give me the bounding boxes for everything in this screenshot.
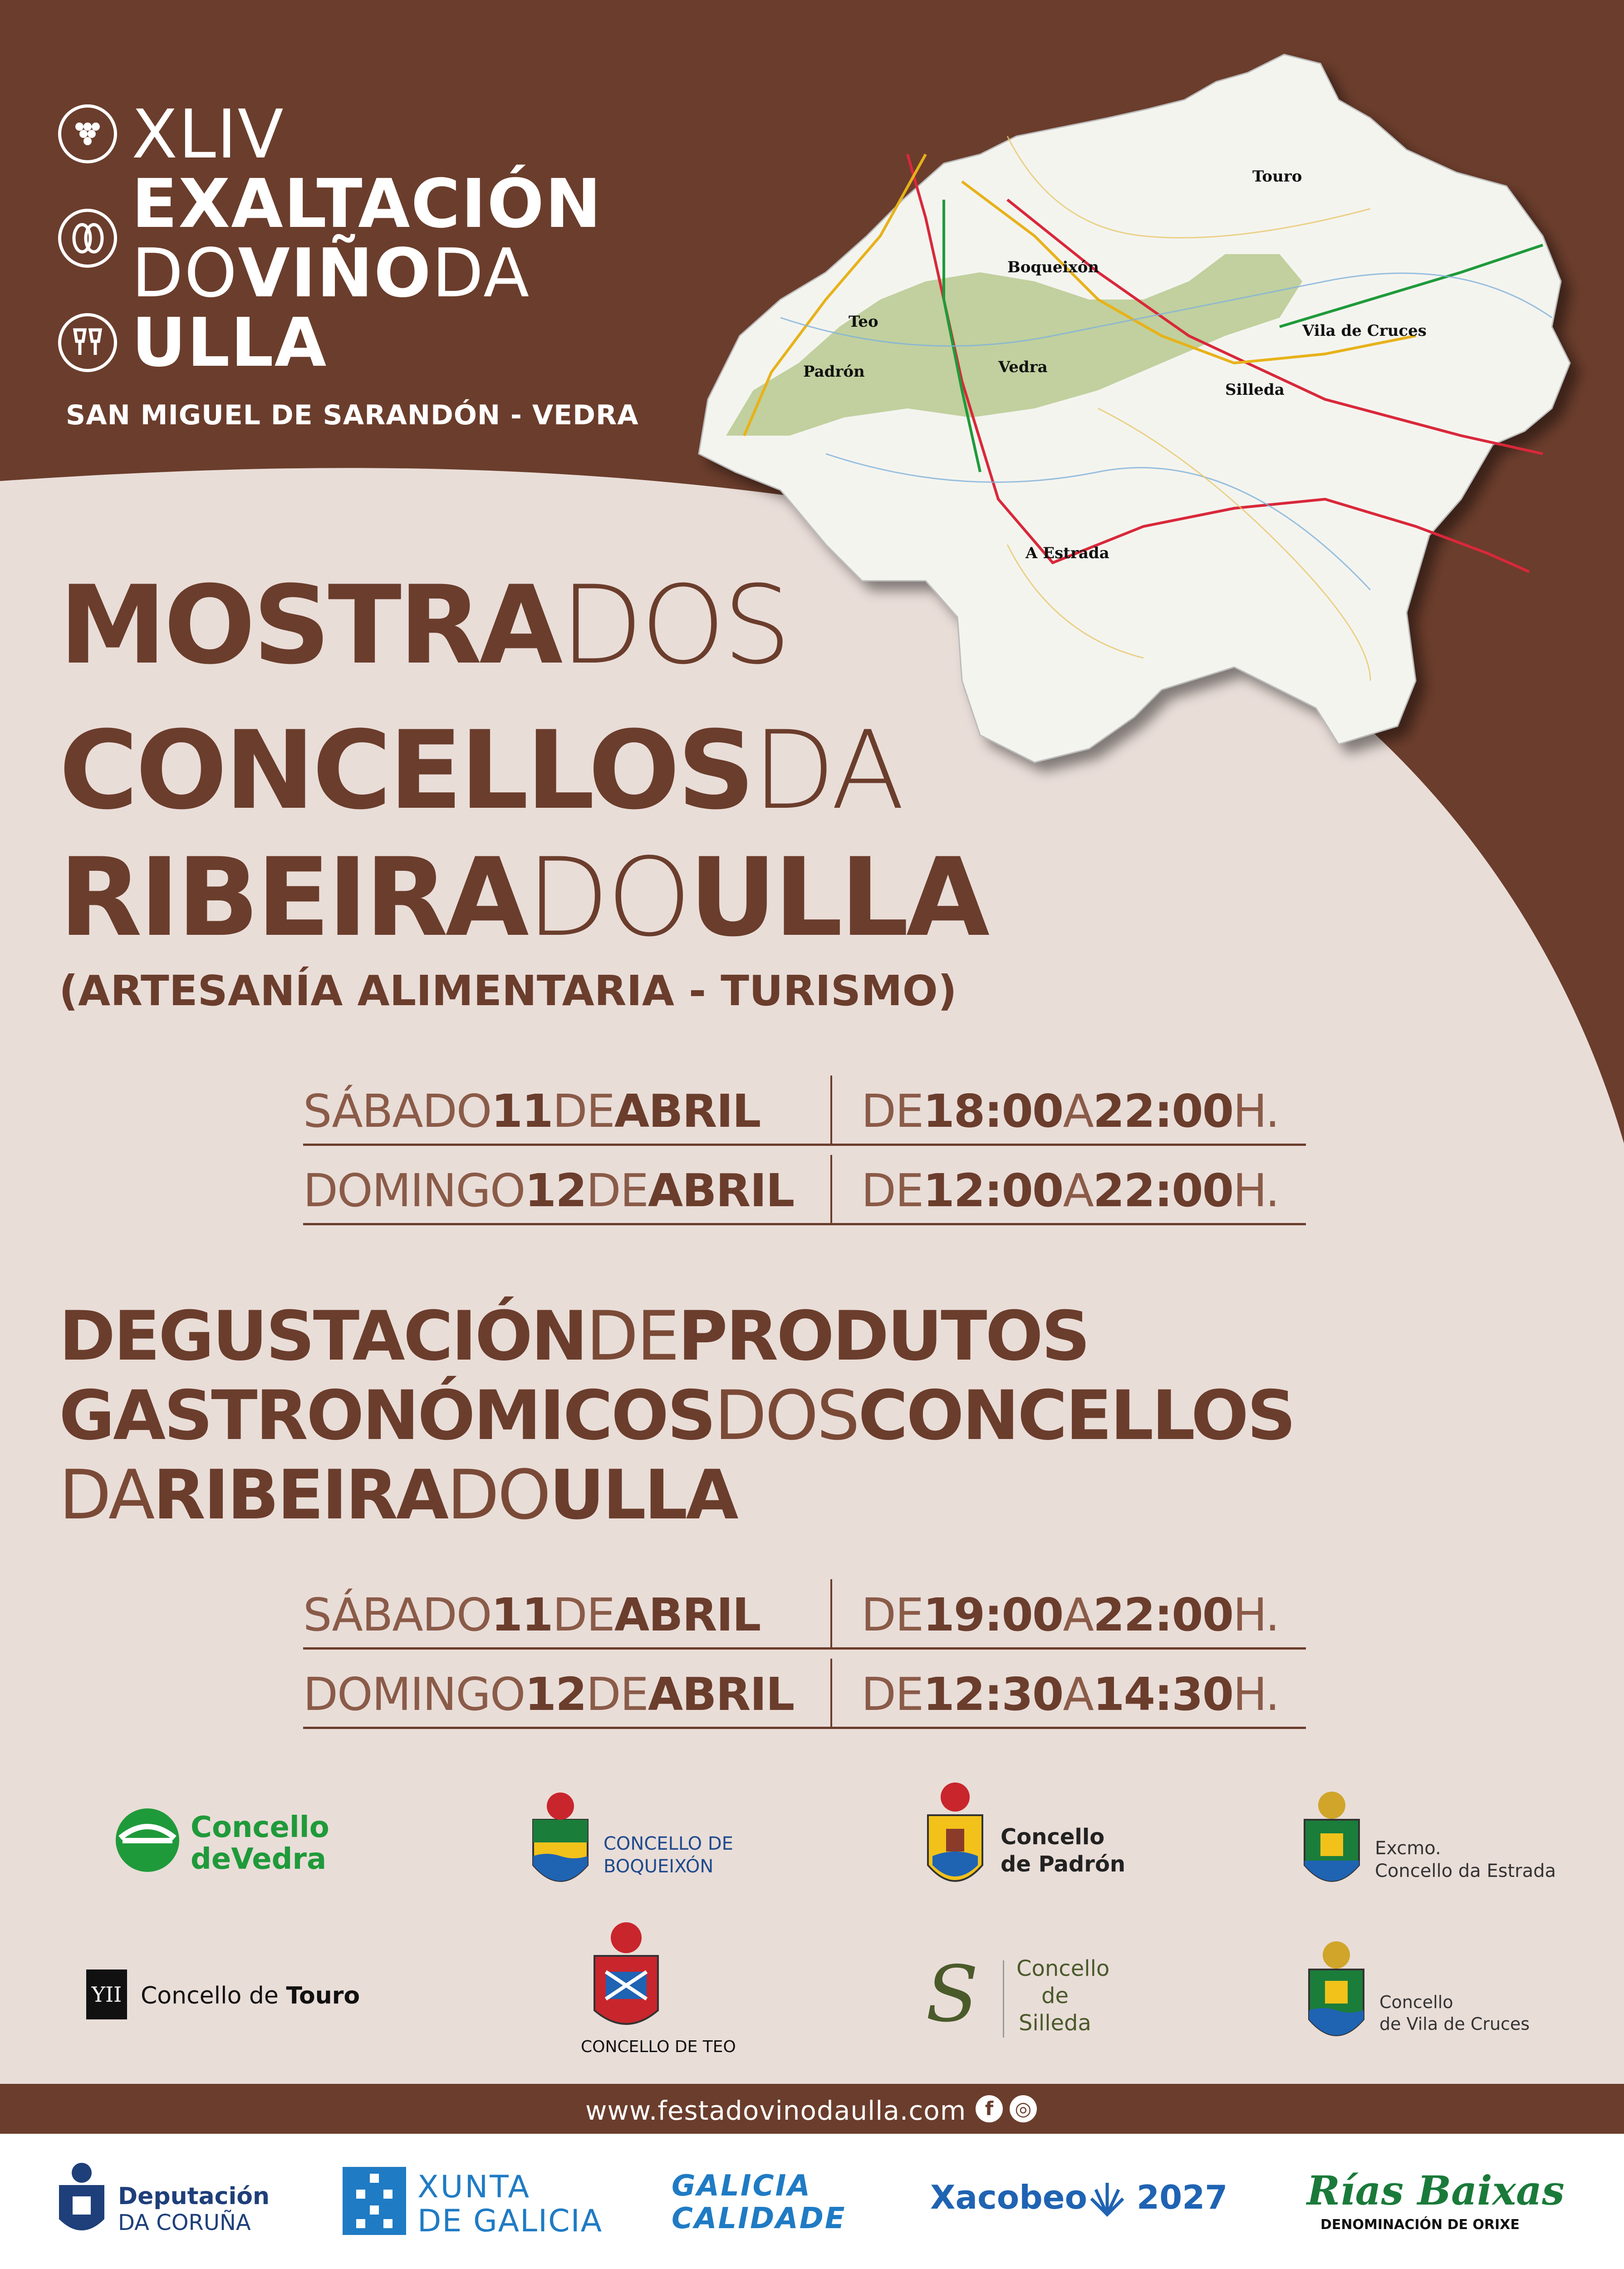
padron-text-2: de Padrón [1001,1852,1126,1877]
estrada-text-2: Concello da Estrada [1375,1861,1556,1881]
touro-mark-icon: YII [86,1969,127,2019]
map-label-silleda: Silleda [1225,381,1285,399]
silleda-text-2: de [1041,1983,1069,2009]
padron-text-1: Concello [1001,1824,1105,1850]
teo-text: CONCELLO DE TEO [581,2038,736,2056]
facebook-icon[interactable]: f [976,2095,1003,2122]
schedule-date: DOMINGO12DEABRIL [303,1668,794,1721]
vila-de-cruces-shield-icon [1302,1938,1370,2051]
schedule-row [303,1146,1306,1225]
logo-deputacion-coruna [54,2160,270,2244]
schedule-time: DE18:00A22:00H. [861,1085,1279,1138]
mostra-line-3: RIBEIRADOULLA [59,835,987,961]
rias-text: Rías Baixas [1307,2167,1565,2214]
deputacion-text-2: DA CORUÑA [118,2210,251,2235]
schedule-date: SÁBADO11DEABRIL [303,1588,760,1641]
instagram-icon[interactable]: ◎ [1010,2095,1037,2122]
mostra-line-1: MOSTRADOS [59,563,789,688]
map-label-boqueixon: Boqueixón [1007,258,1099,276]
logo-concello-vila-de-cruces [1302,1938,1530,2053]
scallop-shell-icon [1087,2178,1128,2219]
schedule-time: DE12:30A14:30H. [861,1668,1279,1721]
calidade-text-2: CALIDADE [672,2202,846,2235]
map-label-touro: Touro [1252,167,1302,186]
xunta-emblem-icon [343,2167,406,2235]
map-label-a-estrada: A Estrada [1025,544,1109,562]
divider [830,1659,832,1727]
wine-glasses-icon [58,313,117,372]
logo-xunta-galicia [343,2167,603,2239]
logo-concello-padron [921,1779,1126,1899]
vedra-text-1: Concello [191,1811,329,1844]
edition: XLIV [132,95,285,173]
logo-concello-estrada [1298,1788,1556,1899]
website-link[interactable]: www.festadovinodaulla.com [585,2095,967,2126]
silleda-text-1: Concello [1016,1956,1110,1981]
divider [830,1579,832,1647]
schedule-date: SÁBADO11DEABRIL [303,1085,760,1138]
map-label-teo: Teo [849,313,878,331]
silleda-mark-icon: S [926,1950,979,2039]
logo-concello-vedra [109,1806,329,1876]
teo-shield-icon [576,1920,676,2038]
map-label-vedra: Vedra [998,358,1048,376]
schedule-time: DE19:00A22:00H. [861,1588,1279,1641]
schedule-degustacion [303,1570,1306,1729]
schedule-mostra [303,1066,1306,1225]
silleda-text-3: Silleda [1019,2010,1091,2036]
xacobeo-text: Xacobeo [930,2178,1088,2216]
schedule-time: DE12:00A22:00H. [861,1164,1279,1217]
calidade-text-1: GALICIA [672,2169,811,2203]
schedule-row [303,1650,1306,1729]
divider [1003,1960,1004,2038]
boqueixon-text-1: CONCELLO DE [603,1833,733,1854]
boqueixon-text-2: BOQUEIXÓN [603,1856,714,1877]
deputacion-shield-icon [54,2160,109,2242]
logo-concello-boqueixon [526,1788,733,1899]
divider [830,1076,832,1144]
padron-shield-icon [921,1779,989,1897]
map-label-vila-de-cruces: Vila de Cruces [1302,322,1427,340]
divider [830,1155,832,1223]
venue: SAN MIGUEL DE SARANDÓN - VEDRA [66,399,639,431]
barrel-icon [58,209,117,268]
vila-de-cruces-text-1: Concello [1379,1992,1453,2012]
title-do-vino-da: DOVIÑODA [132,234,530,312]
degustacion-line-2: GASTRONÓMICOSDOSCONCELLOS [59,1376,1295,1455]
xunta-text-1: XUNTA [417,2169,531,2205]
estrada-shield-icon [1298,1788,1366,1897]
ulla-region-map [690,45,1593,799]
mostra-line-2: CONCELLOSDA [59,708,902,834]
schedule-date: DOMINGO12DEABRIL [303,1164,794,1217]
degustacion-line-3: DARIBEIRADOULLA [59,1456,737,1535]
degustacion-line-1: DEGUSTACIÓNDEPRODUTOS [59,1297,1089,1376]
map-label-padron: Padrón [803,363,865,381]
vila-de-cruces-text-2: de Vila de Cruces [1379,2014,1530,2034]
deputacion-text-1: Deputación [118,2183,270,2210]
schedule-row [303,1570,1306,1650]
vedra-bridge-icon [109,1806,186,1874]
title-ulla: ULLA [132,304,328,382]
schedule-row [303,1066,1306,1146]
mostra-subtitle: (ARTESANÍA ALIMENTARIA - TURISMO) [59,967,957,1015]
boqueixon-shield-icon [526,1788,594,1897]
xacobeo-year: 2027 [1137,2178,1228,2216]
grapes-icon [58,104,117,163]
estrada-text-1: Excmo. [1375,1838,1441,1859]
logo-concello-teo [576,1920,736,2056]
vedra-text-2: deVedra [191,1842,327,1876]
touro-text: Concello de Touro [141,1982,360,2009]
rias-subtext: DENOMINACIÓN DE ORIXE [1320,2217,1520,2233]
xunta-text-2: DE GALICIA [417,2203,603,2239]
title-exaltacion: EXALTACIÓN [132,165,602,243]
